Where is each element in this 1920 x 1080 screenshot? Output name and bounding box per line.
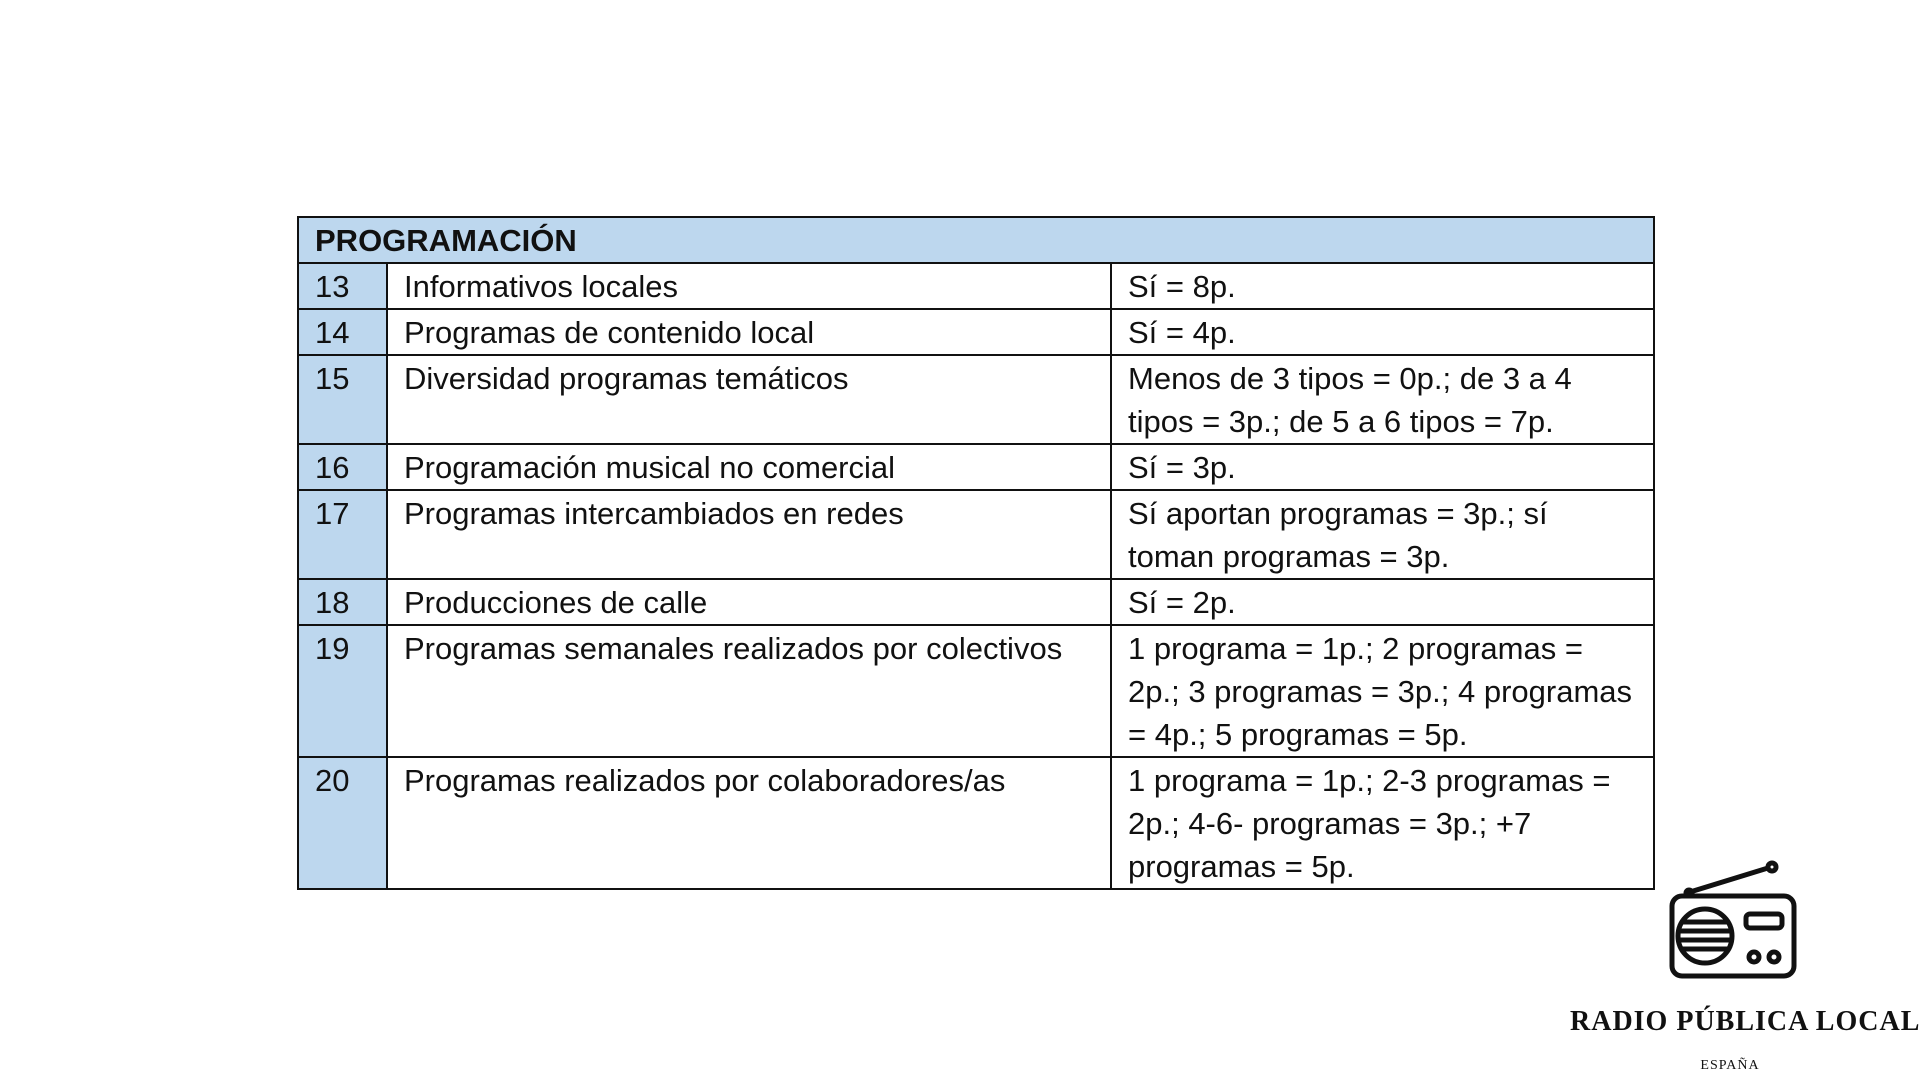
- table-row: [298, 757, 1654, 889]
- row-number: 17: [298, 490, 387, 579]
- row-number: 18: [298, 579, 387, 625]
- score-cell: Sí = 3p.: [1111, 444, 1654, 490]
- brand-country: ESPAÑA: [1700, 1058, 1760, 1073]
- score-cell: Sí aportan programas = 3p.; sí toman programas = 3p.: [1111, 490, 1654, 579]
- row-number: 15: [298, 355, 387, 444]
- criterion-cell: Informativos locales: [387, 263, 1111, 309]
- table-row: [298, 490, 1654, 579]
- score-cell: 1 programa = 1p.; 2 programas = 2p.; 3 programas = 3p.; 4 programas = 4p.; 5 programas = 5p.: [1111, 625, 1654, 757]
- table-row: [298, 355, 1654, 444]
- brand-logo: [1570, 860, 1920, 1080]
- criterion-cell: Programas semanales realizados por colectivos: [387, 625, 1111, 757]
- row-number: 20: [298, 757, 387, 889]
- radio-icon: [1668, 860, 1798, 980]
- table-row: [298, 444, 1654, 490]
- score-cell: Menos de 3 tipos = 0p.; de 3 a 4 tipos = 3p.; de 5 a 6 tipos = 7p.: [1111, 355, 1654, 444]
- table-row: [298, 579, 1654, 625]
- row-number: 14: [298, 309, 387, 355]
- table-header: PROGRAMACIÓN: [298, 217, 1654, 263]
- score-cell: Sí = 2p.: [1111, 579, 1654, 625]
- criterion-cell: Programas realizados por colaboradores/as: [387, 757, 1111, 889]
- score-cell: Sí = 8p.: [1111, 263, 1654, 309]
- programacion-table: [297, 216, 1655, 890]
- score-cell: Sí = 4p.: [1111, 309, 1654, 355]
- criterion-cell: Programación musical no comercial: [387, 444, 1111, 490]
- table-row: [298, 625, 1654, 757]
- table-header-row: [298, 217, 1654, 263]
- criterion-cell: Programas de contenido local: [387, 309, 1111, 355]
- row-number: 19: [298, 625, 387, 757]
- score-cell: 1 programa = 1p.; 2-3 programas = 2p.; 4-6- programas = 3p.; +7 programas = 5p.: [1111, 757, 1654, 889]
- criterion-cell: Producciones de calle: [387, 579, 1111, 625]
- criterion-cell: Programas intercambiados en redes: [387, 490, 1111, 579]
- row-number: 13: [298, 263, 387, 309]
- table-row: [298, 263, 1654, 309]
- table-row: [298, 309, 1654, 355]
- criterion-cell: Diversidad programas temáticos: [387, 355, 1111, 444]
- row-number: 16: [298, 444, 387, 490]
- brand-name: RADIO PÚBLICA LOCAL: [1570, 1006, 1920, 1037]
